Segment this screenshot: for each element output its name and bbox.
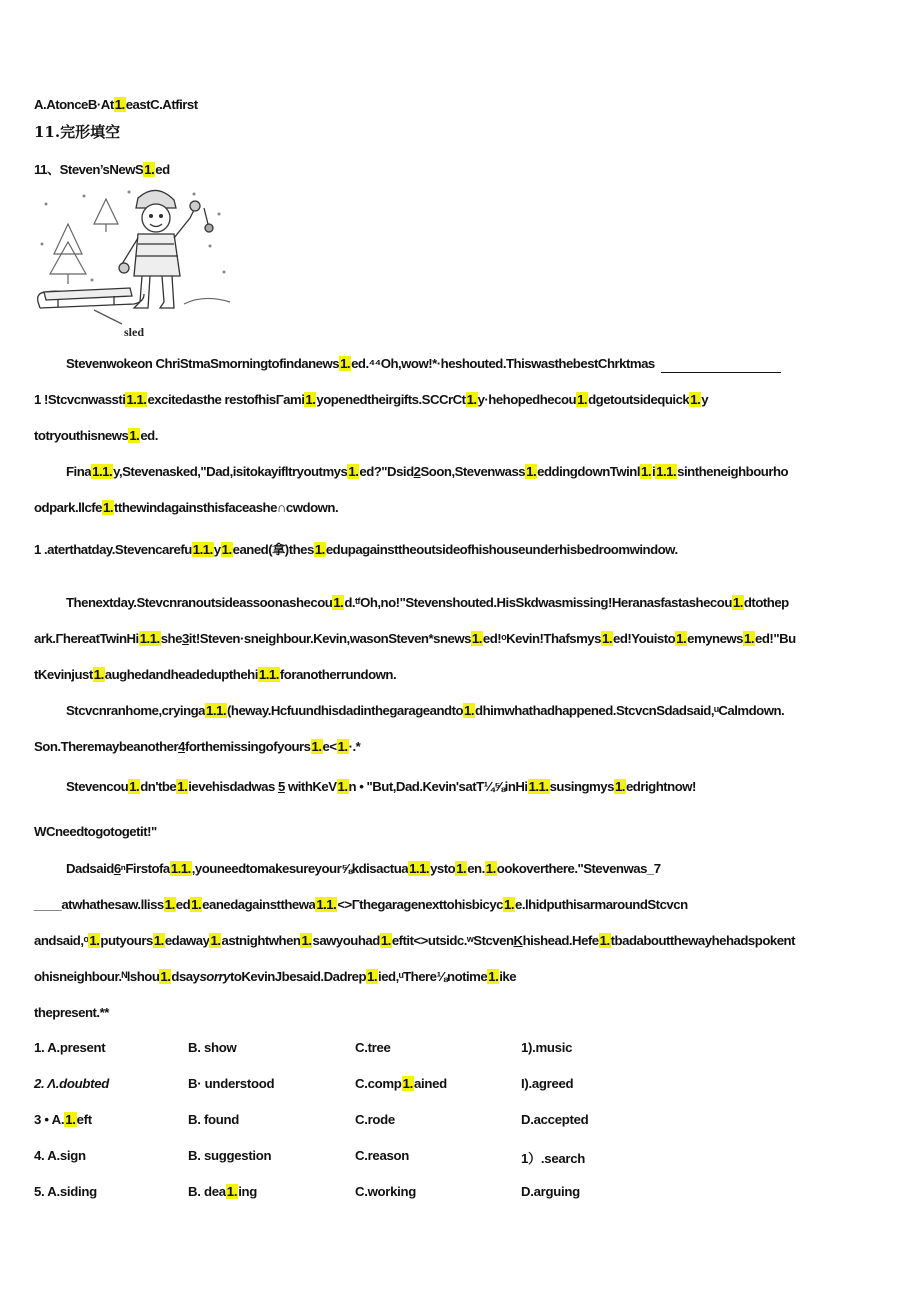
text-run: ⁿFirstofa — [120, 861, 170, 876]
highlight-mark: 1. — [744, 631, 755, 646]
blank-number: 6 — [113, 861, 121, 876]
text-run: Stevencou — [66, 779, 129, 794]
passage-line — [34, 738, 360, 756]
highlight-mark: 1. — [314, 542, 325, 557]
text-run: forthemissingofyours — [184, 739, 311, 754]
text-run: ed?"Dsid — [359, 464, 414, 479]
highlight-mark: 1.1. — [258, 667, 279, 682]
text-run: sorry — [199, 969, 230, 984]
text-run: ·.* — [348, 739, 361, 754]
text-run: eaned(拿)thes — [232, 542, 314, 557]
option-2-c — [355, 1076, 447, 1091]
option-4-b — [188, 1148, 271, 1163]
highlight-mark: 1. — [311, 739, 322, 754]
highlight-mark: 1. — [153, 933, 164, 948]
highlight-mark: 1.1. — [656, 464, 677, 479]
text-run: ,youneedtomakesureyour⅝kdisactua — [191, 861, 409, 876]
text-run: ed — [175, 897, 191, 912]
highlight-mark: 1. — [485, 861, 496, 876]
highlight-mark: 1.1. — [139, 631, 160, 646]
text-run: astnightwhen — [221, 933, 301, 948]
option-3-number-a — [34, 1112, 92, 1127]
highlight-mark: 1. — [191, 897, 202, 912]
highlight-mark: 1. — [129, 428, 140, 443]
highlight-mark: 1.1. — [206, 703, 227, 718]
text-run: 1. A.present — [34, 1040, 106, 1055]
text-run: B. show — [188, 1040, 237, 1055]
passage-line — [66, 355, 781, 373]
text-run: ysto — [430, 861, 456, 876]
text-run: withKeV — [284, 779, 337, 794]
text-run: ed.⁴⁴Oh,wow!*·heshouted.ThiswasthebestChrktmas — [351, 356, 655, 371]
story-title-a: 11、Steven’sNewS — [34, 162, 144, 177]
highlight-mark: 1. — [402, 1076, 413, 1091]
text-run: ed!Youisto — [612, 631, 676, 646]
text-run: she — [160, 631, 182, 646]
highlight-mark: 1.1. — [126, 392, 147, 407]
text-run: d.ᵗᶠOh,no!"Stevenshouted.HisSkdwasmissing!Heranasfastashecou — [344, 595, 732, 610]
text-run: edupagainsttheoutsideofhishouseunderhisbedroomwindow. — [325, 542, 678, 557]
highlight-mark: 1. — [177, 779, 188, 794]
highlight-mark: 1. — [577, 392, 588, 407]
text-run: aughedandheadedupthehi — [104, 667, 258, 682]
text-run: 1 !Stcvcnwassti — [34, 392, 126, 407]
option-4-d — [521, 1148, 585, 1167]
highlight-mark: 1. — [348, 464, 359, 479]
passage-line — [34, 823, 157, 841]
highlight-mark: 1. — [221, 542, 232, 557]
text-run: y,Stevenasked,"Dad,isitokayifltryoutmys — [113, 464, 348, 479]
blank-number: 2 — [413, 464, 421, 479]
highlight-mark: 1. — [504, 897, 515, 912]
sled-label: sled — [124, 325, 145, 339]
text-run: 1）.search — [521, 1151, 586, 1166]
text-run: tbadaboutthewayhehadspokent — [610, 933, 795, 948]
text-run: sintheneighbourho — [677, 464, 789, 479]
text-run: WCneedtogotogetit!" — [34, 824, 157, 839]
passage-line — [34, 968, 516, 986]
highlight-mark: 1. — [305, 392, 316, 407]
passage-line — [66, 594, 789, 612]
blank-number: K — [513, 933, 523, 948]
text-run: e< — [322, 739, 337, 754]
text-run: Thenextday.Stevcnranoutsideassoonashecou — [66, 595, 333, 610]
highlight-mark: 1. — [464, 703, 475, 718]
highlight-mark: 1. — [333, 595, 344, 610]
text-run: B· understood — [188, 1076, 275, 1091]
highlight-mark: 1. — [114, 97, 125, 112]
option-2-d — [521, 1076, 573, 1091]
text-run: dtothep — [743, 595, 789, 610]
text-run: Soon,Stevenwass — [420, 464, 526, 479]
option-1-number-a — [34, 1040, 105, 1055]
blank-number: 4 — [178, 739, 185, 754]
highlight-mark: 1. — [337, 779, 348, 794]
highlight-mark: 1. — [210, 933, 221, 948]
highlight-mark: 1. — [676, 631, 687, 646]
text-run: C.tree — [355, 1040, 391, 1055]
text-run: sawyouhad — [312, 933, 380, 948]
text-run: putyours — [100, 933, 153, 948]
highlight-mark: 1. — [65, 1112, 76, 1127]
text-run: eft — [76, 1112, 92, 1127]
highlight-mark: 1. — [456, 861, 467, 876]
text-run: edrightnow! — [625, 779, 696, 794]
text-run: dhimwhathadhappened.StcvcnSdadsaid,ᵘCalmdown. — [475, 703, 785, 718]
text-run: dsay — [171, 969, 200, 984]
text-run: ievehisdadwas — [188, 779, 278, 794]
highlight-mark: 1. — [340, 356, 351, 371]
text-run: ike — [499, 969, 517, 984]
option-4-c — [355, 1148, 409, 1163]
text-run: Stevenwokeon ChriStmaSmorningtofindanews — [66, 356, 340, 371]
text-run: ark.ΓhereatTwinHi — [34, 631, 139, 646]
text-run: en. — [467, 861, 485, 876]
highlight-mark: 1. — [380, 933, 391, 948]
text-run: ____atwhathesaw.lliss — [34, 897, 164, 912]
highlight-mark: 1. — [164, 897, 175, 912]
highlight-mark: 1.1. — [316, 897, 337, 912]
answer-options-text-a: A.AtonceB·At — [34, 97, 114, 112]
highlight-mark: 1. — [103, 500, 114, 515]
story-title — [34, 161, 170, 179]
text-run: totryouthisnews — [34, 428, 129, 443]
option-4-number-a — [34, 1148, 86, 1163]
passage-line — [66, 860, 661, 878]
text-run: toKevinJbesaid.Dadrep — [229, 969, 367, 984]
passage-line — [66, 778, 696, 796]
blank-number: 3 — [181, 631, 189, 646]
text-run: ed!ᵒKevin!Thafsmys — [482, 631, 601, 646]
passage-line — [34, 541, 678, 559]
text-run: Dadsaid — [66, 861, 114, 876]
passage-line — [34, 427, 158, 445]
highlight-mark: 1. — [471, 631, 482, 646]
blank-number: 5 — [278, 779, 285, 794]
text-run: D.arguing — [521, 1184, 580, 1199]
passage-line — [34, 630, 796, 648]
previous-answer-options — [34, 96, 198, 114]
story-title-c: ed — [155, 162, 170, 177]
tree-icon — [39, 199, 230, 304]
blank-1-line — [661, 358, 781, 373]
text-run: ohisneighbour.ᴺlshou — [34, 969, 160, 984]
highlight-mark: 1. — [144, 162, 155, 177]
text-run: emynews — [687, 631, 744, 646]
text-run: dn'tbe — [140, 779, 177, 794]
text-run: ing — [238, 1184, 258, 1199]
text-run: eanedagainstthewa — [202, 897, 316, 912]
text-run: 2. Λ.doubted — [34, 1076, 110, 1091]
passage-line — [66, 702, 784, 720]
text-run: B. found — [188, 1112, 240, 1127]
boy-icon — [119, 190, 213, 308]
text-run: 5. A.siding — [34, 1184, 97, 1199]
option-1-d — [521, 1040, 572, 1055]
answer-options-text-c: eastC.Atfirst — [125, 97, 198, 112]
text-run: y — [701, 392, 709, 407]
text-run: edaway — [164, 933, 210, 948]
text-run: e.lhidputhisarmaroundStcvcn — [515, 897, 688, 912]
text-run: Fina — [66, 464, 92, 479]
option-2-number-a — [34, 1076, 109, 1091]
highlight-mark: 1. — [466, 392, 477, 407]
text-run: ookoverthere."Stevenwas_7 — [496, 861, 661, 876]
text-run: 1).music — [521, 1040, 573, 1055]
text-run: foranotherrundown. — [279, 667, 397, 682]
highlight-mark: 1.1. — [170, 861, 191, 876]
text-run: 4. A.sign — [34, 1148, 86, 1163]
text-run: i — [652, 464, 656, 479]
option-5-number-a — [34, 1184, 97, 1199]
highlight-mark: 1.1. — [92, 464, 113, 479]
text-run: tKevinjust — [34, 667, 93, 682]
option-5-b — [188, 1184, 257, 1199]
passage-line — [34, 499, 338, 517]
highlight-mark: 1.1. — [528, 779, 549, 794]
passage-line — [34, 1004, 109, 1022]
highlight-mark: 1. — [367, 969, 378, 984]
option-5-c — [355, 1184, 416, 1199]
option-3-d — [521, 1112, 588, 1127]
option-1-b — [188, 1040, 236, 1055]
text-run: y·hehopedhecou — [477, 392, 577, 407]
highlight-mark: 1. — [601, 631, 612, 646]
text-run: C.comp — [355, 1076, 402, 1091]
text-run: yopenedtheirgifts.SCCrCt — [316, 392, 466, 407]
highlight-mark: 1.1. — [409, 861, 430, 876]
text-run: n • "But,Dad.Kevin'satT¼⅝inHi — [348, 779, 528, 794]
option-3-b — [188, 1112, 239, 1127]
option-1-c — [355, 1040, 391, 1055]
story-illustration — [34, 184, 232, 340]
highlight-mark: 1. — [226, 1184, 238, 1199]
text-run: (heway.Hcfuundhisdadinthegarageandto — [227, 703, 464, 718]
highlight-mark: 1. — [160, 969, 171, 984]
option-5-d — [521, 1184, 580, 1199]
sled-icon — [38, 288, 144, 324]
text-run: ied,ᵘThere⅛notime — [378, 969, 488, 984]
option-3-c — [355, 1112, 395, 1127]
highlight-mark: 1.1. — [192, 542, 213, 557]
text-run: andsaid,ᵒ — [34, 933, 89, 948]
text-run: C.reason — [355, 1148, 410, 1163]
text-run: dgetoutsidequick — [588, 392, 690, 407]
text-run: 3 • A. — [34, 1112, 65, 1127]
text-run: eddingdownTwinl — [537, 464, 640, 479]
highlight-mark: 1. — [488, 969, 499, 984]
text-run: ed!"Bu — [755, 631, 796, 646]
text-run: 1 .aterthatday.Stevencarefu — [34, 542, 192, 557]
text-run: D.accepted — [521, 1112, 589, 1127]
text-run: eftit<>utsidc.ʷStcven — [391, 933, 514, 948]
text-run: y — [213, 542, 221, 557]
text-run: odpark.llcfe — [34, 500, 103, 515]
highlight-mark: 1. — [614, 779, 625, 794]
text-run: tthewindagainsthisfaceashe∩cwdown. — [114, 500, 339, 515]
passage-line — [66, 463, 788, 481]
passage-line — [34, 666, 396, 684]
text-run: B. suggestion — [188, 1148, 272, 1163]
section-heading: 11.完形填空 — [34, 123, 121, 141]
text-run: Son.Theremaybeanother — [34, 739, 179, 754]
option-2-b — [188, 1076, 274, 1091]
text-run: Stcvcnranhome,cryinga — [66, 703, 206, 718]
text-run: ained — [413, 1076, 447, 1091]
highlight-mark: 1. — [337, 739, 348, 754]
text-run: <>Γthegaragenexttohisbicyc — [337, 897, 504, 912]
text-run: hishead.Hefe — [522, 933, 599, 948]
highlight-mark: 1. — [526, 464, 537, 479]
highlight-mark: 1. — [89, 933, 100, 948]
highlight-mark: 1. — [641, 464, 651, 479]
text-run: C.working — [355, 1184, 417, 1199]
highlight-mark: 1. — [599, 933, 610, 948]
text-run: excitedasthe restofhisΓami — [147, 392, 305, 407]
text-run: it!Steven·sneighbour.Kevin,wasonSteven*snews — [188, 631, 471, 646]
highlight-mark: 1. — [690, 392, 701, 407]
text-run: susingmys — [549, 779, 614, 794]
text-run: C.rode — [355, 1112, 395, 1127]
text-run: B. dea — [188, 1184, 226, 1199]
highlight-mark: 1. — [129, 779, 140, 794]
passage-line — [34, 896, 688, 914]
highlight-mark: 1. — [93, 667, 104, 682]
passage-line — [34, 932, 795, 950]
highlight-mark: 1. — [301, 933, 312, 948]
text-run: ed. — [140, 428, 158, 443]
text-run: I).agreed — [521, 1076, 574, 1091]
passage-line — [34, 391, 708, 409]
highlight-mark: 1. — [732, 595, 743, 610]
text-run: thepresent.** — [34, 1005, 109, 1020]
